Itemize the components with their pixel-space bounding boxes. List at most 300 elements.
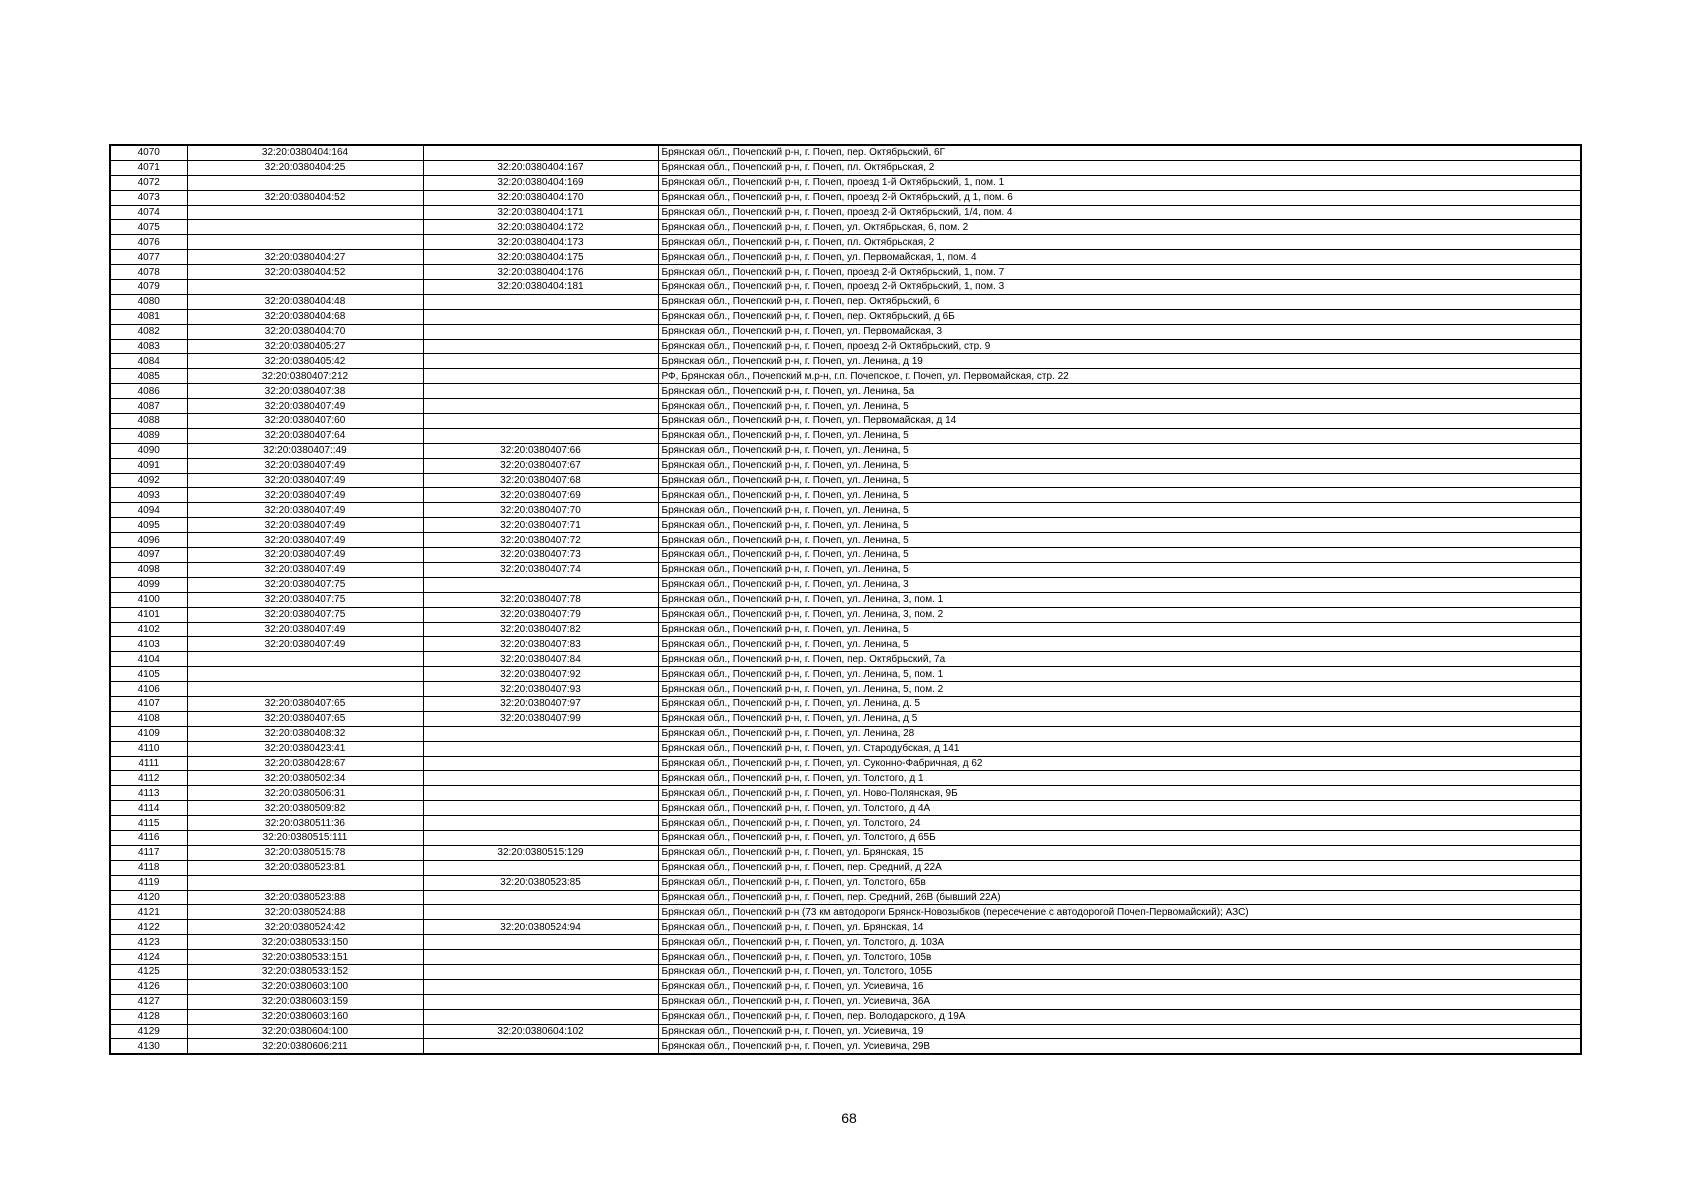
- row-number-cell: 4075: [110, 220, 187, 235]
- row-number-cell: 4072: [110, 175, 187, 190]
- address-cell: Брянская обл., Почепский р-н, г. Почеп, пер. Октябрьский, 6Г: [658, 145, 1581, 160]
- table-row: [110, 458, 1581, 473]
- cadastral-number-cell: [187, 235, 423, 250]
- related-cadastral-number-cell: 32:20:0380404:173: [423, 235, 658, 250]
- table-row: [110, 250, 1581, 265]
- cadastral-number-cell: 32:20:0380407:60: [187, 414, 423, 429]
- address-cell: Брянская обл., Почепский р-н, г. Почеп, пер. Октябрьский, д 6Б: [658, 309, 1581, 324]
- related-cadastral-number-cell: 32:20:0380407:83: [423, 637, 658, 652]
- row-number-cell: 4108: [110, 711, 187, 726]
- address-cell: Брянская обл., Почепский р-н, г. Почеп, проезд 2-й Октябрьский, 1, пом. 3: [658, 280, 1581, 295]
- table-row: [110, 175, 1581, 190]
- cadastral-number-cell: 32:20:0380407:65: [187, 711, 423, 726]
- address-cell: Брянская обл., Почепский р-н, г. Почеп, ул. Ленина, 5: [658, 533, 1581, 548]
- address-cell: Брянская обл., Почепский р-н, г. Почеп, ул. Ленина, 3, пом. 2: [658, 607, 1581, 622]
- related-cadastral-number-cell: 32:20:0380404:169: [423, 175, 658, 190]
- row-number-cell: 4088: [110, 414, 187, 429]
- table-row: [110, 488, 1581, 503]
- related-cadastral-number-cell: 32:20:0380407:92: [423, 667, 658, 682]
- cadastral-number-cell: 32:20:0380407:49: [187, 637, 423, 652]
- address-cell: Брянская обл., Почепский р-н, г. Почеп, ул. Ленина, 5: [658, 488, 1581, 503]
- table-row: [110, 562, 1581, 577]
- row-number-cell: 4117: [110, 845, 187, 860]
- row-number-cell: 4101: [110, 607, 187, 622]
- related-cadastral-number-cell: [423, 801, 658, 816]
- related-cadastral-number-cell: [423, 1009, 658, 1024]
- cadastral-number-cell: 32:20:0380523:81: [187, 860, 423, 875]
- row-number-cell: 4085: [110, 369, 187, 384]
- row-number-cell: 4125: [110, 964, 187, 979]
- table-row: [110, 145, 1581, 160]
- related-cadastral-number-cell: 32:20:0380523:85: [423, 875, 658, 890]
- cadastral-number-cell: 32:20:0380604:100: [187, 1024, 423, 1039]
- table-row: [110, 950, 1581, 965]
- row-number-cell: 4082: [110, 324, 187, 339]
- table-row: [110, 384, 1581, 399]
- table-row: [110, 339, 1581, 354]
- table-row: [110, 667, 1581, 682]
- related-cadastral-number-cell: 32:20:0380407:93: [423, 682, 658, 697]
- row-number-cell: 4116: [110, 830, 187, 845]
- row-number-cell: 4073: [110, 190, 187, 205]
- row-number-cell: 4106: [110, 682, 187, 697]
- row-number-cell: 4122: [110, 920, 187, 935]
- row-number-cell: 4074: [110, 205, 187, 220]
- row-number-cell: 4086: [110, 384, 187, 399]
- table-row: [110, 905, 1581, 920]
- related-cadastral-number-cell: [423, 1039, 658, 1054]
- related-cadastral-number-cell: [423, 830, 658, 845]
- row-number-cell: 4090: [110, 443, 187, 458]
- cadastral-number-cell: 32:20:0380603:100: [187, 979, 423, 994]
- table-row: [110, 890, 1581, 905]
- related-cadastral-number-cell: [423, 741, 658, 756]
- address-cell: Брянская обл., Почепский р-н, г. Почеп, ул. Ленина, 3: [658, 577, 1581, 592]
- row-number-cell: 4078: [110, 265, 187, 280]
- row-number-cell: 4124: [110, 950, 187, 965]
- row-number-cell: 4087: [110, 399, 187, 414]
- cadastral-number-cell: [187, 682, 423, 697]
- related-cadastral-number-cell: 32:20:0380404:167: [423, 160, 658, 175]
- related-cadastral-number-cell: [423, 771, 658, 786]
- cadastral-number-cell: 32:20:0380407:212: [187, 369, 423, 384]
- row-number-cell: 4093: [110, 488, 187, 503]
- row-number-cell: 4129: [110, 1024, 187, 1039]
- page-number: 68: [841, 1110, 857, 1126]
- related-cadastral-number-cell: [423, 145, 658, 160]
- row-number-cell: 4099: [110, 577, 187, 592]
- row-number-cell: 4102: [110, 622, 187, 637]
- row-number-cell: 4083: [110, 339, 187, 354]
- registry-table: [109, 144, 1582, 1055]
- table-row: [110, 205, 1581, 220]
- address-cell: Брянская обл., Почепский р-н, г. Почеп, проезд 2-й Октябрьский, 1, пом. 7: [658, 265, 1581, 280]
- cadastral-number-cell: 32:20:0380407:49: [187, 533, 423, 548]
- table-row: [110, 637, 1581, 652]
- table-row: [110, 280, 1581, 295]
- row-number-cell: 4114: [110, 801, 187, 816]
- cadastral-number-cell: 32:20:0380404:70: [187, 324, 423, 339]
- address-cell: Брянская обл., Почепский р-н, г. Почеп, ул. Ленина, 5а: [658, 384, 1581, 399]
- related-cadastral-number-cell: 32:20:0380407:71: [423, 518, 658, 533]
- cadastral-number-cell: 32:20:0380407:38: [187, 384, 423, 399]
- row-number-cell: 4103: [110, 637, 187, 652]
- address-cell: Брянская обл., Почепский р-н, г. Почеп, ул. Усиевича, 29В: [658, 1039, 1581, 1054]
- table-row: [110, 533, 1581, 548]
- address-cell: Брянская обл., Почепский р-н, г. Почеп, ул. Первомайская, д 14: [658, 414, 1581, 429]
- related-cadastral-number-cell: [423, 786, 658, 801]
- table-row: [110, 711, 1581, 726]
- table-row: [110, 235, 1581, 250]
- row-number-cell: 4127: [110, 994, 187, 1009]
- related-cadastral-number-cell: 32:20:0380407:97: [423, 696, 658, 711]
- row-number-cell: 4094: [110, 503, 187, 518]
- cadastral-number-cell: [187, 205, 423, 220]
- address-cell: Брянская обл., Почепский р-н, г. Почеп, ул. Ленина, 5, пом. 1: [658, 667, 1581, 682]
- row-number-cell: 4130: [110, 1039, 187, 1054]
- related-cadastral-number-cell: [423, 309, 658, 324]
- table-row: [110, 935, 1581, 950]
- row-number-cell: 4107: [110, 696, 187, 711]
- address-cell: Брянская обл., Почепский р-н, г. Почеп, ул. Октябрьская, 6, пом. 2: [658, 220, 1581, 235]
- related-cadastral-number-cell: [423, 816, 658, 831]
- cadastral-number-cell: [187, 875, 423, 890]
- row-number-cell: 4109: [110, 726, 187, 741]
- cadastral-number-cell: 32:20:0380404:48: [187, 294, 423, 309]
- cadastral-number-cell: 32:20:0380407:75: [187, 592, 423, 607]
- address-cell: Брянская обл., Почепский р-н, г. Почеп, ул. Толстого, 65в: [658, 875, 1581, 890]
- related-cadastral-number-cell: [423, 994, 658, 1009]
- cadastral-number-cell: 32:20:0380407:49: [187, 548, 423, 563]
- table-row: [110, 1009, 1581, 1024]
- cadastral-number-cell: 32:20:0380408:32: [187, 726, 423, 741]
- cadastral-number-cell: 32:20:0380509:82: [187, 801, 423, 816]
- row-number-cell: 4070: [110, 145, 187, 160]
- related-cadastral-number-cell: [423, 414, 658, 429]
- related-cadastral-number-cell: [423, 756, 658, 771]
- cadastral-number-cell: 32:20:0380405:27: [187, 339, 423, 354]
- address-cell: Брянская обл., Почепский р-н (73 км автодороги Брянск-Новозыбков (пересечение с автодорогой Почеп-Первомайский); АЗС): [658, 905, 1581, 920]
- cadastral-number-cell: 32:20:0380533:150: [187, 935, 423, 950]
- cadastral-number-cell: 32:20:0380407:64: [187, 428, 423, 443]
- row-number-cell: 4097: [110, 548, 187, 563]
- address-cell: Брянская обл., Почепский р-н, г. Почеп, ул. Первомайская, 3: [658, 324, 1581, 339]
- related-cadastral-number-cell: [423, 964, 658, 979]
- table-row: [110, 652, 1581, 667]
- address-cell: Брянская обл., Почепский р-н, г. Почеп, пер. Володарского, д 19А: [658, 1009, 1581, 1024]
- related-cadastral-number-cell: 32:20:0380407:72: [423, 533, 658, 548]
- address-cell: Брянская обл., Почепский р-н, г. Почеп, ул. Суконно-Фабричная, д 62: [658, 756, 1581, 771]
- address-cell: Брянская обл., Почепский р-н, г. Почеп, ул. Ленина, 5: [658, 458, 1581, 473]
- row-number-cell: 4098: [110, 562, 187, 577]
- cadastral-number-cell: 32:20:0380428:67: [187, 756, 423, 771]
- address-cell: Брянская обл., Почепский р-н, г. Почеп, пл. Октябрьская, 2: [658, 235, 1581, 250]
- address-cell: Брянская обл., Почепский р-н, г. Почеп, пер. Октябрьский, 6: [658, 294, 1581, 309]
- table-row: [110, 979, 1581, 994]
- table-row: [110, 414, 1581, 429]
- address-cell: Брянская обл., Почепский р-н, г. Почеп, ул. Ленина, 5: [658, 622, 1581, 637]
- row-number-cell: 4076: [110, 235, 187, 250]
- related-cadastral-number-cell: 32:20:0380404:170: [423, 190, 658, 205]
- related-cadastral-number-cell: [423, 384, 658, 399]
- address-cell: Брянская обл., Почепский р-н, г. Почеп, ул. Стародубская, д 141: [658, 741, 1581, 756]
- cadastral-number-cell: 32:20:0380407:49: [187, 399, 423, 414]
- table-row: [110, 503, 1581, 518]
- cadastral-number-cell: 32:20:0380606:211: [187, 1039, 423, 1054]
- cadastral-number-cell: [187, 220, 423, 235]
- table-row: [110, 682, 1581, 697]
- cadastral-number-cell: 32:20:0380533:152: [187, 964, 423, 979]
- table-row: [110, 443, 1581, 458]
- table-row: [110, 1039, 1581, 1054]
- row-number-cell: 4119: [110, 875, 187, 890]
- related-cadastral-number-cell: [423, 979, 658, 994]
- related-cadastral-number-cell: [423, 860, 658, 875]
- table-row: [110, 324, 1581, 339]
- cadastral-number-cell: 32:20:0380407:49: [187, 488, 423, 503]
- table-row: [110, 696, 1581, 711]
- related-cadastral-number-cell: [423, 428, 658, 443]
- table-row: [110, 518, 1581, 533]
- related-cadastral-number-cell: 32:20:0380404:171: [423, 205, 658, 220]
- cadastral-number-cell: 32:20:0380404:27: [187, 250, 423, 265]
- cadastral-number-cell: 32:20:0380511:36: [187, 816, 423, 831]
- cadastral-number-cell: 32:20:0380407:49: [187, 518, 423, 533]
- row-number-cell: 4091: [110, 458, 187, 473]
- related-cadastral-number-cell: [423, 905, 658, 920]
- row-number-cell: 4071: [110, 160, 187, 175]
- row-number-cell: 4111: [110, 756, 187, 771]
- address-cell: Брянская обл., Почепский р-н, г. Почеп, ул. Ново-Полянская, 9Б: [658, 786, 1581, 801]
- table-row: [110, 265, 1581, 280]
- row-number-cell: 4100: [110, 592, 187, 607]
- address-cell: Брянская обл., Почепский р-н, г. Почеп, проезд 2-й Октябрьский, 1/4, пом. 4: [658, 205, 1581, 220]
- address-cell: Брянская обл., Почепский р-н, г. Почеп, проезд 2-й Октябрьский, стр. 9: [658, 339, 1581, 354]
- related-cadastral-number-cell: 32:20:0380404:172: [423, 220, 658, 235]
- cadastral-number-cell: 32:20:0380407:49: [187, 473, 423, 488]
- cadastral-number-cell: [187, 652, 423, 667]
- address-cell: Брянская обл., Почепский р-н, г. Почеп, ул. Брянская, 15: [658, 845, 1581, 860]
- related-cadastral-number-cell: 32:20:0380407:78: [423, 592, 658, 607]
- row-number-cell: 4079: [110, 280, 187, 295]
- related-cadastral-number-cell: 32:20:0380407:84: [423, 652, 658, 667]
- address-cell: Брянская обл., Почепский р-н, г. Почеп, ул. Толстого, 24: [658, 816, 1581, 831]
- cadastral-number-cell: 32:20:0380515:78: [187, 845, 423, 860]
- table-row: [110, 741, 1581, 756]
- cadastral-number-cell: 32:20:0380407:75: [187, 607, 423, 622]
- related-cadastral-number-cell: [423, 950, 658, 965]
- table-row: [110, 964, 1581, 979]
- row-number-cell: 4115: [110, 816, 187, 831]
- address-cell: Брянская обл., Почепский р-н, г. Почеп, ул. Ленина, д. 5: [658, 696, 1581, 711]
- row-number-cell: 4081: [110, 309, 187, 324]
- address-cell: Брянская обл., Почепский р-н, г. Почеп, ул. Ленина, 5, пом. 2: [658, 682, 1581, 697]
- table-row: [110, 830, 1581, 845]
- cadastral-number-cell: 32:20:0380404:164: [187, 145, 423, 160]
- address-cell: Брянская обл., Почепский р-н, г. Почеп, ул. Ленина, 28: [658, 726, 1581, 741]
- related-cadastral-number-cell: [423, 339, 658, 354]
- row-number-cell: 4084: [110, 354, 187, 369]
- row-number-cell: 4126: [110, 979, 187, 994]
- address-cell: Брянская обл., Почепский р-н, г. Почеп, ул. Ленина, 5: [658, 637, 1581, 652]
- table-row: [110, 786, 1581, 801]
- cadastral-number-cell: [187, 175, 423, 190]
- related-cadastral-number-cell: 32:20:0380407:68: [423, 473, 658, 488]
- address-cell: Брянская обл., Почепский р-н, г. Почеп, пер. Средний, д 22А: [658, 860, 1581, 875]
- related-cadastral-number-cell: 32:20:0380604:102: [423, 1024, 658, 1039]
- address-cell: Брянская обл., Почепский р-н, г. Почеп, ул. Толстого, 105в: [658, 950, 1581, 965]
- address-cell: Брянская обл., Почепский р-н, г. Почеп, пл. Октябрьская, 2: [658, 160, 1581, 175]
- related-cadastral-number-cell: 32:20:0380404:175: [423, 250, 658, 265]
- cadastral-number-cell: 32:20:0380407:75: [187, 577, 423, 592]
- related-cadastral-number-cell: 32:20:0380404:181: [423, 280, 658, 295]
- related-cadastral-number-cell: 32:20:0380407:82: [423, 622, 658, 637]
- cadastral-number-cell: 32:20:0380405:42: [187, 354, 423, 369]
- table-row: [110, 994, 1581, 1009]
- address-cell: Брянская обл., Почепский р-н, г. Почеп, ул. Толстого, д 1: [658, 771, 1581, 786]
- row-number-cell: 4104: [110, 652, 187, 667]
- row-number-cell: 4120: [110, 890, 187, 905]
- table-row: [110, 369, 1581, 384]
- address-cell: Брянская обл., Почепский р-н, г. Почеп, ул. Толстого, д 4А: [658, 801, 1581, 816]
- table-row: [110, 190, 1581, 205]
- table-row: [110, 473, 1581, 488]
- related-cadastral-number-cell: 32:20:0380407:69: [423, 488, 658, 503]
- related-cadastral-number-cell: 32:20:0380515:129: [423, 845, 658, 860]
- address-cell: Брянская обл., Почепский р-н, г. Почеп, ул. Ленина, д 19: [658, 354, 1581, 369]
- address-cell: Брянская обл., Почепский р-н, г. Почеп, ул. Толстого, д 65Б: [658, 830, 1581, 845]
- cadastral-number-cell: [187, 280, 423, 295]
- table-row: [110, 160, 1581, 175]
- related-cadastral-number-cell: 32:20:0380524:94: [423, 920, 658, 935]
- related-cadastral-number-cell: 32:20:0380407:70: [423, 503, 658, 518]
- related-cadastral-number-cell: 32:20:0380407:67: [423, 458, 658, 473]
- address-cell: Брянская обл., Почепский р-н, г. Почеп, ул. Ленина, 5: [658, 473, 1581, 488]
- table-row: [110, 801, 1581, 816]
- cadastral-number-cell: 32:20:0380524:42: [187, 920, 423, 935]
- row-number-cell: 4118: [110, 860, 187, 875]
- cadastral-number-cell: [187, 667, 423, 682]
- cadastral-number-cell: 32:20:0380404:52: [187, 265, 423, 280]
- address-cell: Брянская обл., Почепский р-н, г. Почеп, ул. Ленина, 5: [658, 503, 1581, 518]
- row-number-cell: 4112: [110, 771, 187, 786]
- table-row: [110, 816, 1581, 831]
- table-row: [110, 875, 1581, 890]
- row-number-cell: 4095: [110, 518, 187, 533]
- row-number-cell: 4077: [110, 250, 187, 265]
- related-cadastral-number-cell: 32:20:0380404:176: [423, 265, 658, 280]
- address-cell: Брянская обл., Почепский р-н, г. Почеп, проезд 1-й Октябрьский, 1, пом. 1: [658, 175, 1581, 190]
- cadastral-number-cell: 32:20:0380502:34: [187, 771, 423, 786]
- row-number-cell: 4128: [110, 1009, 187, 1024]
- row-number-cell: 4092: [110, 473, 187, 488]
- table-row: [110, 860, 1581, 875]
- table-row: [110, 845, 1581, 860]
- row-number-cell: 4096: [110, 533, 187, 548]
- cadastral-number-cell: 32:20:0380506:31: [187, 786, 423, 801]
- address-cell: Брянская обл., Почепский р-н, г. Почеп, ул. Ленина, 5: [658, 548, 1581, 563]
- table-row: [110, 920, 1581, 935]
- cadastral-number-cell: 32:20:0380407:49: [187, 622, 423, 637]
- address-cell: Брянская обл., Почепский р-н, г. Почеп, проезд 2-й Октябрьский, д 1, пом. 6: [658, 190, 1581, 205]
- address-cell: Брянская обл., Почепский р-н, г. Почеп, ул. Усиевича, 36А: [658, 994, 1581, 1009]
- address-cell: Брянская обл., Почепский р-н, г. Почеп, ул. Ленина, 5: [658, 443, 1581, 458]
- related-cadastral-number-cell: [423, 354, 658, 369]
- row-number-cell: 4110: [110, 741, 187, 756]
- related-cadastral-number-cell: 32:20:0380407:79: [423, 607, 658, 622]
- address-cell: Брянская обл., Почепский р-н, г. Почеп, ул. Усиевича, 16: [658, 979, 1581, 994]
- cadastral-number-cell: 32:20:0380603:160: [187, 1009, 423, 1024]
- row-number-cell: 4105: [110, 667, 187, 682]
- address-cell: Брянская обл., Почепский р-н, г. Почеп, ул. Толстого, 105Б: [658, 964, 1581, 979]
- row-number-cell: 4080: [110, 294, 187, 309]
- address-cell: Брянская обл., Почепский р-н, г. Почеп, ул. Ленина, 5: [658, 428, 1581, 443]
- related-cadastral-number-cell: [423, 369, 658, 384]
- address-cell: Брянская обл., Почепский р-н, г. Почеп, ул. Ленина, д 5: [658, 711, 1581, 726]
- address-cell: Брянская обл., Почепский р-н, г. Почеп, ул. Ленина, 5: [658, 518, 1581, 533]
- table-row: [110, 399, 1581, 414]
- address-cell: Брянская обл., Почепский р-н, г. Почеп, ул. Ленина, 3, пом. 1: [658, 592, 1581, 607]
- table-row: [110, 771, 1581, 786]
- related-cadastral-number-cell: [423, 935, 658, 950]
- row-number-cell: 4121: [110, 905, 187, 920]
- cadastral-number-cell: 32:20:0380404:25: [187, 160, 423, 175]
- cadastral-number-cell: 32:20:0380423:41: [187, 741, 423, 756]
- related-cadastral-number-cell: [423, 324, 658, 339]
- address-cell: Брянская обл., Почепский р-н, г. Почеп, ул. Ленина, 5: [658, 562, 1581, 577]
- cadastral-number-cell: 32:20:0380603:159: [187, 994, 423, 1009]
- table-row: [110, 592, 1581, 607]
- row-number-cell: 4123: [110, 935, 187, 950]
- address-cell: Брянская обл., Почепский р-н, г. Почеп, ул. Ленина, 5: [658, 399, 1581, 414]
- cadastral-number-cell: 32:20:0380407:65: [187, 696, 423, 711]
- cadastral-number-cell: 32:20:0380524:88: [187, 905, 423, 920]
- address-cell: Брянская обл., Почепский р-н, г. Почеп, ул. Усиевича, 19: [658, 1024, 1581, 1039]
- address-cell: Брянская обл., Почепский р-н, г. Почеп, ул. Первомайская, 1, пом. 4: [658, 250, 1581, 265]
- related-cadastral-number-cell: [423, 726, 658, 741]
- related-cadastral-number-cell: [423, 399, 658, 414]
- cadastral-number-cell: 32:20:0380407::49: [187, 443, 423, 458]
- address-cell: РФ, Брянская обл., Почепский м.р-н, г.п. Почепское, г. Почеп, ул. Первомайская, стр. 22: [658, 369, 1581, 384]
- table-row: [110, 428, 1581, 443]
- cadastral-number-cell: 32:20:0380533:151: [187, 950, 423, 965]
- related-cadastral-number-cell: 32:20:0380407:73: [423, 548, 658, 563]
- related-cadastral-number-cell: 32:20:0380407:74: [423, 562, 658, 577]
- related-cadastral-number-cell: [423, 577, 658, 592]
- address-cell: Брянская обл., Почепский р-н, г. Почеп, ул. Брянская, 14: [658, 920, 1581, 935]
- table-row: [110, 622, 1581, 637]
- table-row: [110, 577, 1581, 592]
- table-row: [110, 548, 1581, 563]
- table-row: [110, 354, 1581, 369]
- address-cell: Брянская обл., Почепский р-н, г. Почеп, ул. Толстого, д. 103А: [658, 935, 1581, 950]
- row-number-cell: 4089: [110, 428, 187, 443]
- cadastral-number-cell: 32:20:0380407:49: [187, 562, 423, 577]
- table-row: [110, 309, 1581, 324]
- table-row: [110, 220, 1581, 235]
- table-row: [110, 607, 1581, 622]
- related-cadastral-number-cell: [423, 890, 658, 905]
- table-row: [110, 756, 1581, 771]
- related-cadastral-number-cell: [423, 294, 658, 309]
- related-cadastral-number-cell: 32:20:0380407:66: [423, 443, 658, 458]
- row-number-cell: 4113: [110, 786, 187, 801]
- cadastral-number-cell: 32:20:0380407:49: [187, 458, 423, 473]
- cadastral-number-cell: 32:20:0380404:52: [187, 190, 423, 205]
- cadastral-number-cell: 32:20:0380523:88: [187, 890, 423, 905]
- registry-table-body: [110, 145, 1581, 1054]
- table-row: [110, 294, 1581, 309]
